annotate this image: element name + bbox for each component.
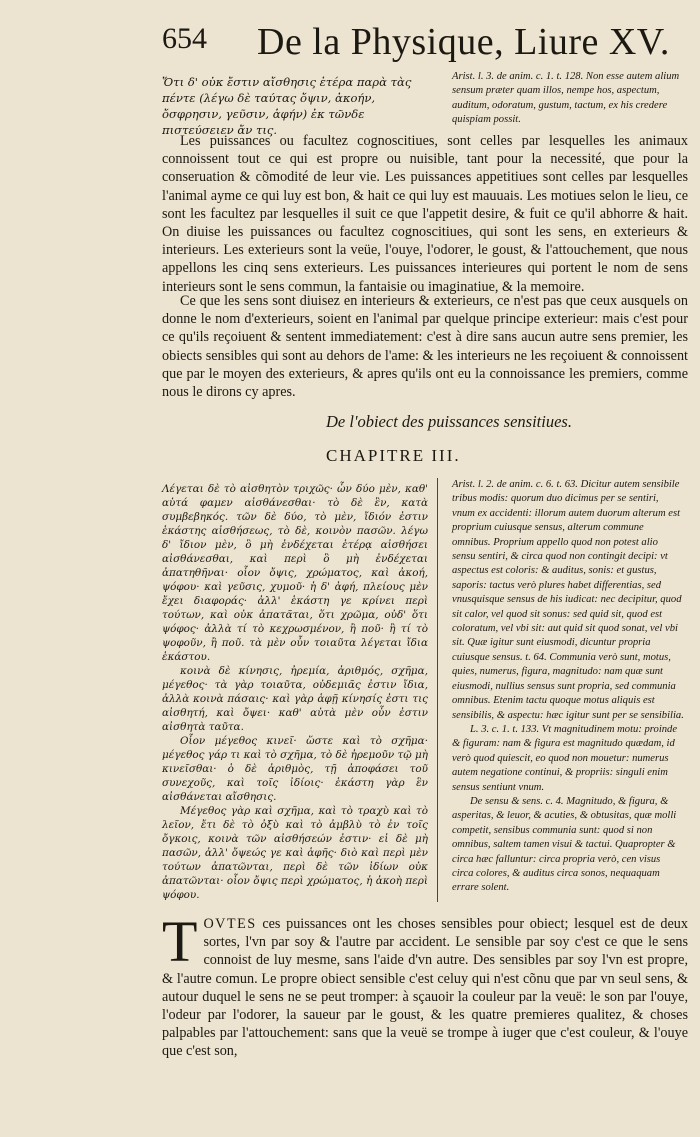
top-greek-quote: Ὅτι δ' οὐκ ἔστιν αἴσθησις ἑτέρα παρὰ τὰς πέντε (λέγω δὲ ταύτας ὄψιν, ἀκοήν, ὄσφρησιν, γεῦσιν, ἁφήν) ἐκ τῶνδε πιστεύσειεν ἄν τις. (162, 75, 412, 137)
smallcaps-word: OVTES (203, 916, 257, 932)
column-divider (437, 478, 438, 902)
latin-note: De sensu & sens. c. 4. Magnitudo, & figura, & asperitas, & leuor, & acuties, & obtusitas, quæ molli competit, sensibus communia sunt: quod si non omnibus, saltem tamen visui & tactui. Quapropter & circa hæc falluntur: circa propria verò, cen visus circa colores, & auditus circa sonos, nequaquam errare solent. (452, 795, 677, 894)
page-header (162, 20, 682, 72)
bottom-paragraph (162, 909, 688, 1061)
chapter-title: CHAPITRE III. (326, 446, 461, 465)
greek-paragraph: Οἷον μέγεθος κινεῖ· ὥστε καὶ τὸ σχῆμα· μέγεθος γάρ τι καὶ τὸ σχῆμα, τὸ δὲ ἠρεμοῦν τῷ μὴ κινεῖσθαι· ὁ δὲ ἀριθμὸς, τῇ ἀποφάσει τοῦ συνεχοῦς, καὶ τοῖς ἰδίοις· ἑκάστη γὰρ ἓν αἰσθάνεται αἴσθησις. (162, 735, 428, 803)
latin-note: L. 3. c. 1. t. 133. Vt magnitudinem motu: proinde & figuram: nam & figura est magnitudo quædam, id verò quod quiescit, eo quod non mouetur: numerus autem negatione continui, & propriis: singuli enim sensus sentiunt vnum. (452, 723, 678, 793)
section-title: De l'obiect des puissances sensitiues. (326, 412, 572, 431)
greek-paragraph: Μέγεθος γὰρ καὶ σχῆμα, καὶ τὸ τραχὺ καὶ τὸ λεῖον, ἔτι δὲ τὸ ὀξὺ καὶ τὸ ἀμβλὺ τὸ ἐν τοῖς ὄγκοις, κοινὰ τῶν αἰσθήσεών ἐστιν· εἰ δὲ μὴ πασῶν, ἀλλ' ὄψεώς γε καὶ ἁφῆς· διὸ καὶ περὶ μὲν τούτων ἀπατῶνται, περὶ δὲ τῶν ἰδίων οὐκ ἀπατῶνται· οἷον ὄψις περὶ χρώματος, ἡ ἀκοὴ περὶ ψόφου. (162, 805, 428, 901)
page-number: 654 (162, 22, 207, 55)
greek-paragraph: κοινὰ δὲ κίνησις, ἠρεμία, ἀριθμός, σχῆμα, μέγεθος· τὰ γὰρ τοιαῦτα, οὐδεμιᾶς ἐστιν ἴδια, ἀλλὰ κοινὰ πάσαις· καὶ γὰρ ἁφῇ κίνησίς ἐστι τις αἰσθητή, καὶ ὄψει· καθ' αὑτὰ μὲν οὖν ἐστιν αἰσθητὰ ταῦτα. (162, 665, 428, 733)
latin-column (452, 478, 684, 896)
greek-column (162, 482, 428, 902)
latin-note: Arist. l. 2. de anim. c. 6. t. 63. Dicitur autem sensibile tribus modis: quorum duo dicimus per se sentiri, vnum ex accidenti: illorum autem duorum alterum est proprium cuiusque sensus, alterum commune omnibus. Proprium appello quod non potest alio sensu sentiri, & circa quod non contingit decipi: vt aspectus est coloris: & auditus, sonis: et gustus, saporis: tactus verò plures habet differentias, sed vnusquisque sensus de his iudicat: nec decipitur, quod sit calor, vel quod sit sonus: sed quid sit, quod est coloratum, vel vbi sit: aut quid sit quod sonat, vel vbi sit. Quæ igitur sunt eiusmodi, dicuntur propria cuiusque sensus. t. 64. Communia verò sunt, motus, quies, numerus, figura, magnitudo: nam quæ sunt eiusmodi, nullius sensus sunt propria, sed communia omnibus. Etenim tactu quoque motus aliquis est sensibilis, & aspectu: hæc igitur sunt per se sensibilia. (452, 479, 684, 721)
drop-cap: T (162, 909, 198, 974)
greek-paragraph: Λέγεται δὲ τὸ αἰσθητὸν τριχῶς· ὧν δύο μὲν, καθ' αὑτά φαμεν αἰσθάνεσθαι· τὸ δὲ ἓν, κατὰ συμβεβηκός. τῶν δὲ δύο, τὸ μὲν, ἴδιόν ἐστιν ἑκάστης αἰσθήσεως, τὸ δὲ, κοινὸν πασῶν. λέγω δ' ἴδιον μὲν, ὃ μὴ ἐνδέχεται ἑτέρᾳ αἰσθήσει αἰσθάνεσθαι, καὶ περὶ ὃ μὴ ἐνδέχεται ἀπατηθῆναι· οἷον ὄψις, χρώματος, καὶ ἀκοή, ψόφου· καὶ γεῦσις, χυμοῦ· ἡ δ' ἁφή, πλείους μὲν ἔχει διαφοράς· ἀλλ' ἑκάστη γε κρίνει περὶ τούτων, καὶ οὐκ ἀπατᾶται, ὅτι χρῶμα, οὐδ' ὅτι ψόφος· ἀλλὰ τί τὸ κεχρωσμένον, ἢ ποῦ· ἢ τί τὸ ψοφοῦν, ἢ ποῦ. τὰ μὲν οὖν τοιαῦτα λέγεται ἴδια ἑκάστου. (162, 483, 428, 663)
top-margin-note: Arist. l. 3. de anim. c. 1. t. 128. Non esse autem alium sensum præter quam illos, nempe hos, aspectum, auditum, odoratum, gustum, tactum, ex his credere quispiam possit. (452, 71, 680, 126)
paragraph-2: Ce que les sens sont diuisez en interieurs & exterieurs, ce n'est pas que ceux ausquels on donne le nom d'exterieurs, soient en l'animal par quelque principe exterieur: mais c'est pour ce qu'ils reçoiuent & sentent immediatement: c'est à dire sans aucun autre sens premier, les obiects sensibles qui sont au dehors de l'ame: & les interieurs ne les reçoiuent & connoissent que par le moyen des exterieurs, & apres qu'ils ont eu la connoissance les premiers, comme nous le dirons cy apres. (162, 293, 688, 401)
bottom-paragraph-text: ces puissances ont les choses sensibles pour obiect; lesquel est de deux sortes, l'vn par soy & l'autre par accident. Le sensible par soy c'est ce que le sens connoist de luy mesme, sans l'aide d'vn autre. Des sensibles par soy l'vn est propre, & l'autre comun. Le propre obiect sensible c'est celuy qui n'est cõnu que par vn seul sens, & autour duquel le sens ne se peut tromper: à sçauoir la couleur par la veuë: le son par l'ouye, l'odeur par l'odorer, la saueur par le goust, & les quatre premieres qualitez, & choses palpables par l'attouchement: sans que la veuë se trompe à iuger que c'est couleur, & l'ouye que c'est son, (162, 916, 688, 1060)
paragraph-1: Les puissances ou facultez cognoscitiues, sont celles par lesquelles les animaux connoissent tout ce qui est propre ou nuisible, tant pour la necessité, que pour la conseruation & cõmodité de leur vie. Les puissances appetitiues sont celles par lesquelles l'animal ayme ce qui luy est bon, & hait ce qui luy est mauuais. Les motiues selon le lieu, ce sont les facultez par lesquelles il suit ce que l'appetit desire, & fuit ce qu'il abhorre & hait. On diuise les puissances ou facultez cognoscitiues, qui sont les sens, en exterieurs & interieurs. Les exterieurs sont la veüe, l'ouye, l'odorer, le goust, & l'attouchement, que nous appellons les cinq sens exterieurs. Les puissances interieures qui portent le nom de sens interieurs sont le sens commun, la fantaisie ou imaginatiue, & la memoire. (162, 133, 688, 295)
running-title: De la Physique, Liure XV. (257, 21, 670, 63)
